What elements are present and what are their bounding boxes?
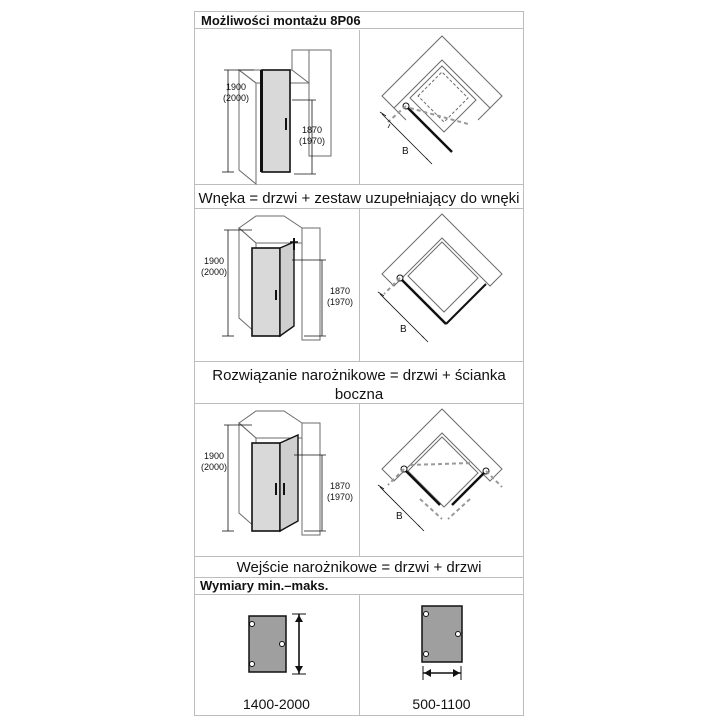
corner-panel-elevation-drawing	[194, 208, 359, 361]
dim-height-total: 1900	[225, 82, 247, 92]
dim-height-door-alt: (1970)	[326, 492, 354, 502]
niche-elevation-drawing	[194, 30, 359, 184]
dim-height-total-alt: (2000)	[200, 267, 228, 277]
corner-panel-plan-drawing	[360, 208, 524, 361]
plan-width-label: B	[402, 146, 409, 157]
plan-width-label: B	[396, 511, 403, 522]
section-caption-corner-panel: Rozwiązanie narożnikowe = drzwi + ścianka boczna	[212, 367, 506, 403]
corner-entry-elevation-drawing	[194, 403, 359, 556]
height-range-label: 1400-2000	[243, 696, 310, 712]
row-divider	[194, 556, 524, 557]
section-caption-niche: Wnęka = drzwi + zestaw uzupełniający do wnęki	[198, 190, 520, 207]
dimensions-title: Wymiary min.–maks.	[200, 578, 329, 593]
niche-plan-drawing	[360, 30, 524, 184]
dim-height-door: 1870	[329, 286, 351, 296]
section-caption-corner-entry: Wejście narożnikowe = drzwi + drzwi	[236, 559, 482, 576]
dim-height-door-alt: (1970)	[326, 297, 354, 307]
width-range-label: 500-1100	[412, 696, 471, 712]
dim-height-door: 1870	[301, 125, 323, 135]
dim-height-total-alt: (2000)	[200, 462, 228, 472]
dim-height-door: 1870	[329, 481, 351, 491]
dim-height-total-alt: (2000)	[222, 93, 250, 103]
page-title: Możliwości montażu 8P06	[194, 11, 524, 29]
dim-height-total: 1900	[203, 451, 225, 461]
dim-height-door-alt: (1970)	[298, 136, 326, 146]
dim-height-total: 1900	[203, 256, 225, 266]
row-divider	[194, 184, 524, 185]
row-divider	[194, 361, 524, 362]
plan-width-label: B	[400, 324, 407, 335]
corner-entry-plan-drawing	[360, 403, 524, 556]
height-range-drawing	[194, 594, 359, 694]
width-range-drawing	[360, 594, 524, 694]
